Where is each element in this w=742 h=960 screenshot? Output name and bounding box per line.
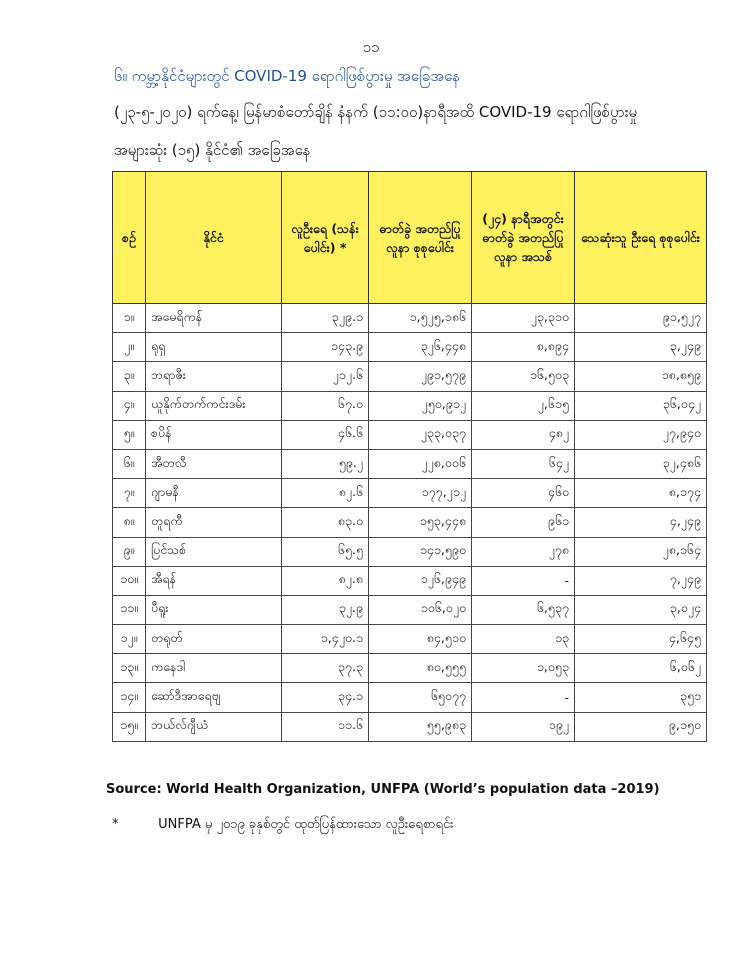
cell-country: အီရန် [146, 566, 282, 595]
header-new-24h: (၂၄) နာရီအတွင်း ဓာတ်ခွဲ အတည်ပြု လူနာ အသစ် [472, 172, 575, 304]
cell-confirmed: ၂၂၈,၀၀၆ [369, 449, 472, 478]
header-country: နိုင်ငံ [146, 172, 282, 304]
cell-no: ၉။ [113, 537, 146, 566]
cell-deaths: ၄,၆၄၅ [575, 625, 707, 654]
cell-country: ပီရူး [146, 595, 282, 624]
cell-new: ၉၆၁ [472, 508, 575, 537]
cell-new: - [472, 683, 575, 712]
section-heading: ၆။ ကမ္ဘာ့နိုင်ငံများတွင် COVID-19 ရောဂါဖြစ်ပွားမှု အခြေအနေ [114, 67, 461, 85]
cell-population: ၈၂.၆ [282, 479, 369, 508]
cell-population: ၃၂.၉ [282, 595, 369, 624]
cell-no: ၇။ [113, 479, 146, 508]
cell-confirmed: ၂၉၁,၅၇၉ [369, 362, 472, 391]
cell-confirmed: ၁၂၆,၉၄၉ [369, 566, 472, 595]
cell-new: ၄၈၂ [472, 420, 575, 449]
cell-new: ၂၃,၃၁၀ [472, 304, 575, 333]
cell-population: ၂၁၂.၆ [282, 362, 369, 391]
cell-population: ၅၉.၂ [282, 449, 369, 478]
cell-confirmed: ၂၅၀,၉၁၂ [369, 391, 472, 420]
cell-no: ၄။ [113, 391, 146, 420]
cell-no: ၁၃။ [113, 654, 146, 683]
cell-population: ၁,၄၂၀.၁ [282, 625, 369, 654]
table-row [113, 595, 707, 624]
cell-confirmed: ၈၄,၅၁၀ [369, 625, 472, 654]
cell-new: ၆၄၂ [472, 449, 575, 478]
cell-deaths: ၉,၁၅၀ [575, 712, 707, 741]
cell-country: ကနေဒါ [146, 654, 282, 683]
cell-country: ရုရှ [146, 333, 282, 362]
table-row [113, 654, 707, 683]
cell-population: ၁၄၃.၉ [282, 333, 369, 362]
cell-no: ၂။ [113, 333, 146, 362]
cell-deaths: ၃,၀၂၄ [575, 595, 707, 624]
cell-confirmed: ၃၂၆,၄၄၈ [369, 333, 472, 362]
footnote-mark: * [112, 817, 119, 832]
cell-new: ၈,၈၉၄ [472, 333, 575, 362]
table-row [113, 420, 707, 449]
cell-confirmed: ၈၀,၅၅၅ [369, 654, 472, 683]
cell-country: စပိန် [146, 420, 282, 449]
table-row [113, 333, 707, 362]
table-row [113, 362, 707, 391]
cell-population: ၁၁.၆ [282, 712, 369, 741]
cell-deaths: ၇,၂၄၉ [575, 566, 707, 595]
page-number: ၁၁ [362, 38, 380, 56]
header-population: လူဦးရေ (သန်းပေါင်း) * [282, 172, 369, 304]
cell-population: ၄၆.၆ [282, 420, 369, 449]
cell-population: ၆၅.၅ [282, 537, 369, 566]
table-row [113, 479, 707, 508]
cell-country: တူရကီ [146, 508, 282, 537]
cell-new: ၁၃ [472, 625, 575, 654]
table-row [113, 625, 707, 654]
subheading-line-1: (၂၃-၅-၂၀၂၀) ရက်နေ့၊ မြန်မာစံတော်ချိန် နံနက် (၁၁:၀၀)နာရီအထိ COVID-19 ရောဂါဖြစ်ပွားမှု [114, 103, 638, 121]
cell-no: ၆။ [113, 449, 146, 478]
cell-population: ၃၂၉.၁ [282, 304, 369, 333]
cell-country: ဘရာဇီး [146, 362, 282, 391]
cell-country: ဂျာမနီ [146, 479, 282, 508]
cell-no: ၁၂။ [113, 625, 146, 654]
cell-population: ၈၂.၈ [282, 566, 369, 595]
cell-new: ၁,၀၅၃ [472, 654, 575, 683]
covid-cases-table [112, 171, 707, 742]
table-row [113, 391, 707, 420]
cell-no: ၁၅။ [113, 712, 146, 741]
cell-no: ၁၁။ [113, 595, 146, 624]
header-confirmed-total: ဓာတ်ခွဲ အတည်ပြု လူနာ စုစုပေါင်း [369, 172, 472, 304]
table-row [113, 449, 707, 478]
cell-new: ၂,၆၁၅ [472, 391, 575, 420]
table-row [113, 508, 707, 537]
cell-population: ၃၄.၁ [282, 683, 369, 712]
cell-confirmed: ၅၅,၉၈၃ [369, 712, 472, 741]
cell-population: ၃၇.၃ [282, 654, 369, 683]
cell-deaths: ၆,၀၆၂ [575, 654, 707, 683]
footnote [112, 816, 453, 835]
cell-no: ၁။ [113, 304, 146, 333]
cell-country: တရုတ် [146, 625, 282, 654]
cell-new: ၁၆,၅၀၃ [472, 362, 575, 391]
subheading-line-2: အများဆုံး (၁၅) နိုင်ငံ၏ အခြေအနေ [114, 141, 311, 159]
cell-no: ၃။ [113, 362, 146, 391]
cell-population: ၆၇.၀ [282, 391, 369, 420]
cell-no: ၈။ [113, 508, 146, 537]
cell-confirmed: ၁၇၇,၂၁၂ [369, 479, 472, 508]
table-row [113, 566, 707, 595]
source-note: Source: World Health Organization, UNFPA (World’s population data –2019) [106, 782, 660, 797]
table-row [113, 304, 707, 333]
footnote-text: UNFPA မှ ၂၀၁၉ ခုနှစ်တွင် ထုတ်ပြန်ထားသော လူဦးရေစာရင်း [158, 817, 454, 832]
header-deaths-total: သေဆုံးသူ ဦးရေ စုစုပေါင်း [575, 172, 707, 304]
cell-no: ၁၀။ [113, 566, 146, 595]
table-row [113, 683, 707, 712]
cell-confirmed: ၁,၅၂၅,၁၈၆ [369, 304, 472, 333]
cell-new: ၂၇၈ [472, 537, 575, 566]
cell-country: ပြင်သစ် [146, 537, 282, 566]
cell-confirmed: ၁၄၁,၅၉၀ [369, 537, 472, 566]
cell-no: ၅။ [113, 420, 146, 449]
cell-deaths: ၃,၂၄၉ [575, 333, 707, 362]
cell-no: ၁၄။ [113, 683, 146, 712]
cell-new: ၆,၅၃၇ [472, 595, 575, 624]
cell-confirmed: ၂၃၃,၀၃၇ [369, 420, 472, 449]
cell-new: ၄၆၀ [472, 479, 575, 508]
cell-country: အမေရိကန် [146, 304, 282, 333]
cell-deaths: ၃၅၁ [575, 683, 707, 712]
cell-confirmed: ၆၅၀၇၇ [369, 683, 472, 712]
cell-deaths: ၉၁,၅၂၇ [575, 304, 707, 333]
table-header-row [113, 172, 707, 304]
cell-confirmed: ၁၀၆,၀၂၀ [369, 595, 472, 624]
cell-new: - [472, 566, 575, 595]
cell-deaths: ၃၂,၄၈၆ [575, 449, 707, 478]
cell-deaths: ၄,၂၄၉ [575, 508, 707, 537]
table-row [113, 537, 707, 566]
cell-new: ၁၉၂ [472, 712, 575, 741]
cell-deaths: ၂၇,၉၄၀ [575, 420, 707, 449]
header-no: စဉ် [113, 172, 146, 304]
cell-population: ၈၃.၀ [282, 508, 369, 537]
cell-confirmed: ၁၅၃,၄၄၈ [369, 508, 472, 537]
cell-deaths: ၃၆,၀၄၂ [575, 391, 707, 420]
cell-country: ဘယ်လ်ဂျီယံ [146, 712, 282, 741]
cell-country: ယူနိုက်တက်ကင်းဒမ်း [146, 391, 282, 420]
cell-country: ဆော်ဒီအာရေဗျ [146, 683, 282, 712]
table-row [113, 712, 707, 741]
cell-country: အီတလီ [146, 449, 282, 478]
cell-deaths: ၂၈,၁၆၄ [575, 537, 707, 566]
cell-deaths: ၈,၁၇၄ [575, 479, 707, 508]
cell-deaths: ၁၈,၈၅၉ [575, 362, 707, 391]
